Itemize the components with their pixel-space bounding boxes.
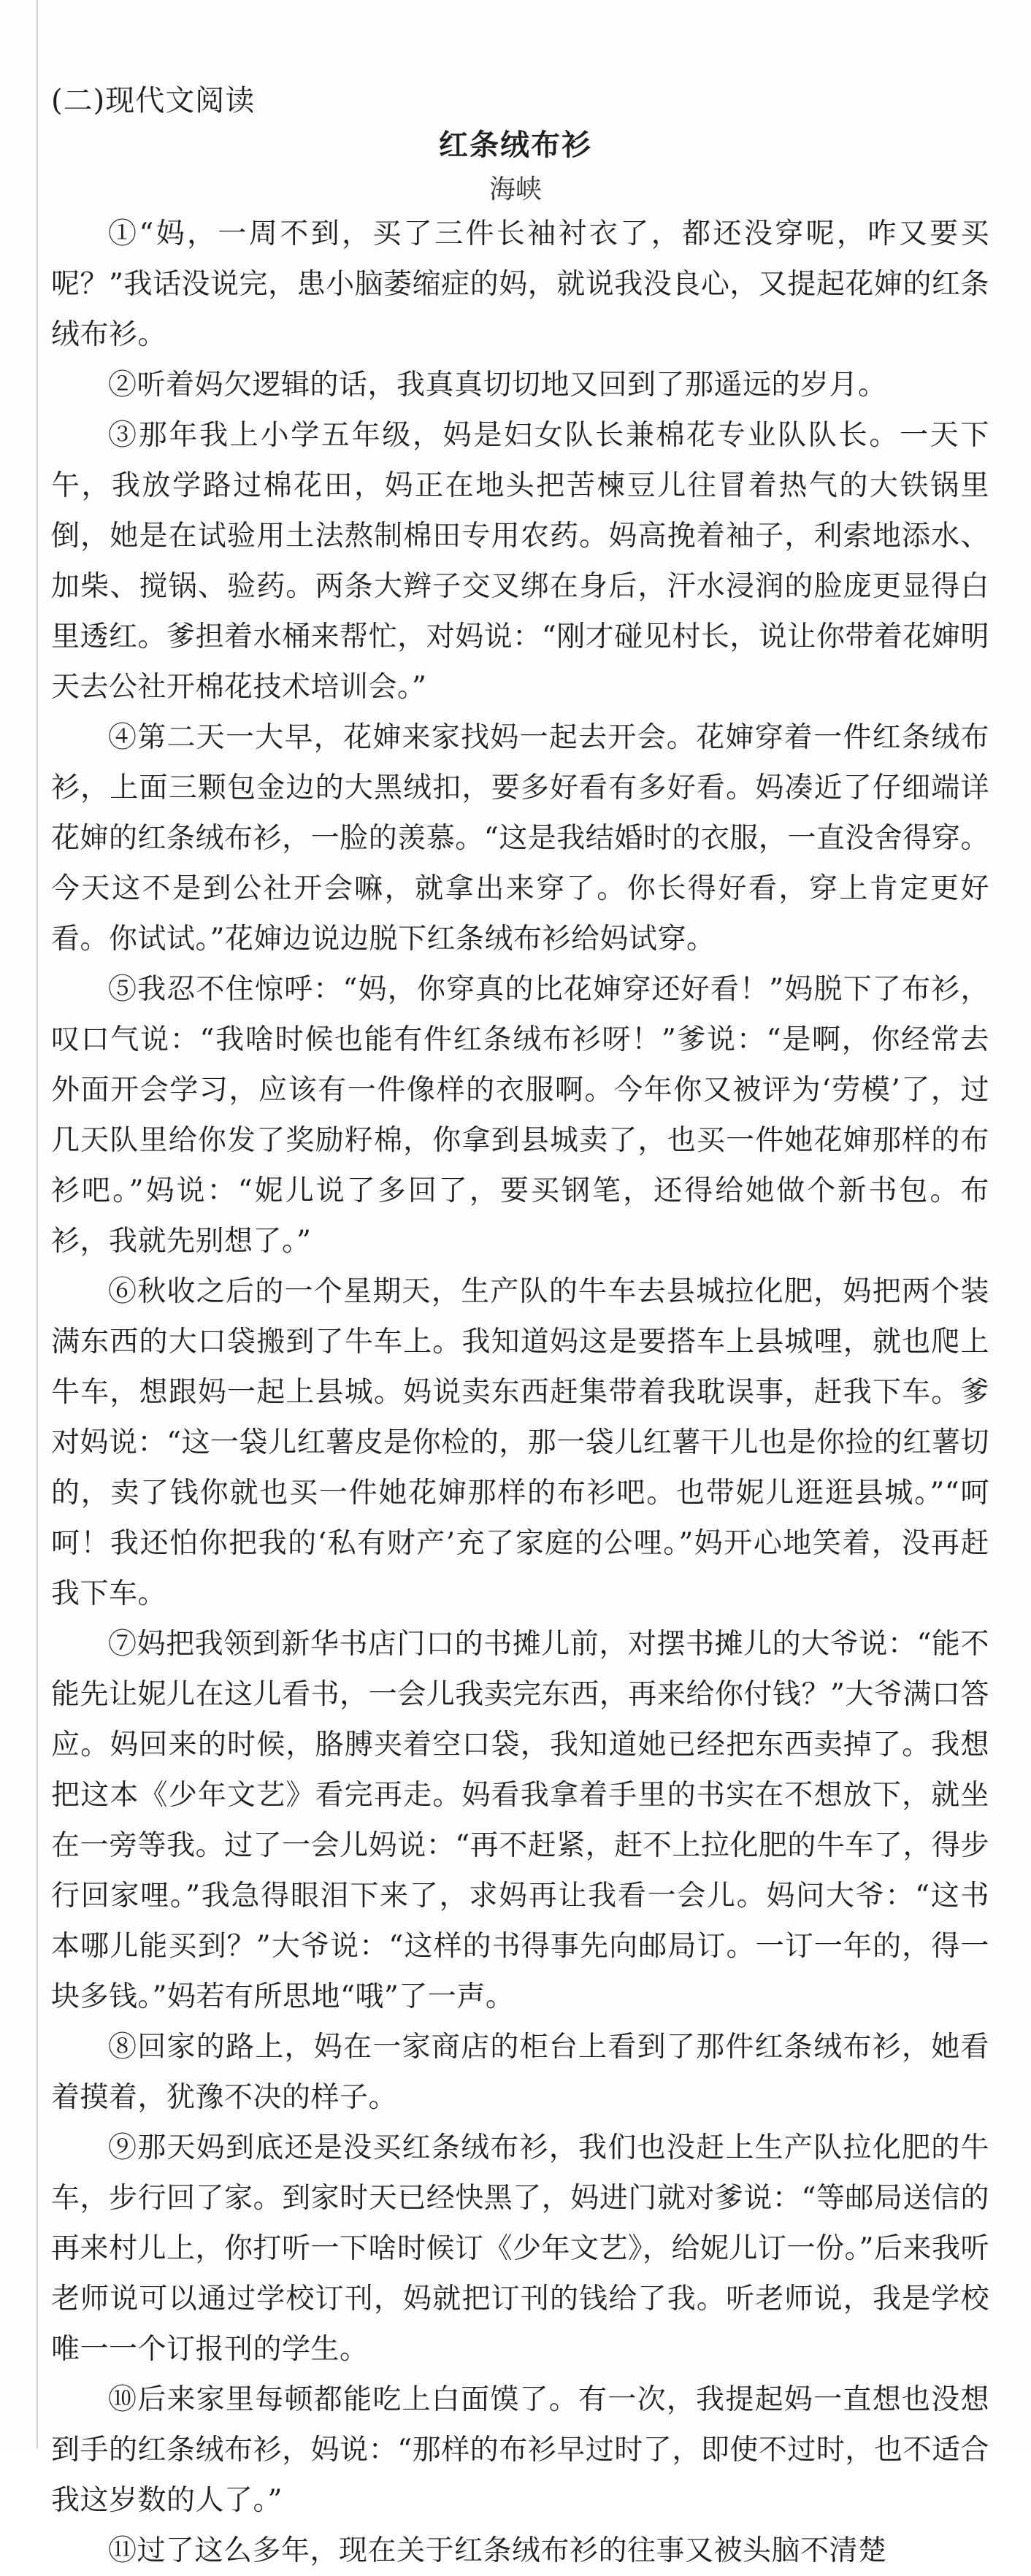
paragraph-4: ④第二天一大早，花婶来家找妈一起去开会。花婶穿着一件红条绒布衫，上面三颗包金边的大黑绒扣，要多好看有多好看。妈凑近了仔细端详花婶的红条绒布衫，一脸的羡慕。“这是我结婚时的衣服，一直没舍得穿。今天这不是到公社开会嘛，就拿出来穿了。你长得好看，穿上肯定更好看。你试试。”花婶边说边脱下红条绒布衫给妈试穿。	[51, 721, 989, 956]
paragraph-11: ⑪过了这么多年，现在关于红条绒布衫的往事又被头脑不清楚	[108, 2534, 887, 2567]
paragraph-7: ⑦妈把我领到新华书店门口的书摊儿前，对摆书摊儿的大爷说：“能不能先让妮儿在这儿看书，一会儿我卖完东西，再来给你付钱？”大爷满口答应。妈回来的时候，胳膊夹着空口袋，我知道她已经把东西卖掉了。我想把这本《少年文艺》看完再走。妈看我拿着手里的书实在不想放下，就坐在一旁等我。过了一会儿妈说：“再不赶紧，赶不上拉化肥的牛车了，得步行回家哩。”我急得眼泪下来了，求妈再让我看一会儿。妈问大爷：“这书本哪儿能买到？”大爷说：“这样的书得事先向邮局订。一订一年的，得一块多钱。”妈若有所思地“哦”了一声。	[51, 1628, 989, 2013]
paragraph-10: ⑩后来家里每顿都能吃上白面馍了。有一次，我提起妈一直想也没想到手的红条绒布衫，妈说：“那样的布衫早过时了，即使不过时，也不适合我这岁数的人了。”	[51, 2383, 989, 2517]
paragraph-5: ⑤我忍不住惊呼：“妈，你穿真的比花婶穿还好看！”妈脱下了布衫，叹口气说：“我啥时候也能有件红条绒布衫呀！”爹说：“是啊，你经常去外面开会学习，应该有一件像样的衣服啊。今年你又被评为‘劳模’了，过几天队里给你发了奖励籽棉，你拿到县城卖了，也买一件她花婶那样的布衫吧。”妈说：“妮儿说了多回了，要买钢笔，还得给她做个新书包。布衫，我就先别想了。”	[51, 973, 989, 1258]
paragraph-2: ②听着妈欠逻辑的话，我真真切切地又回到了那遥远的岁月。	[108, 369, 887, 401]
paragraph-9: ⑨那天妈到底还是没买红条绒布衫，我们也没赶上生产队拉化肥的牛车，步行回了家。到家时天已经快黑了，妈进门就对爹说：“等邮局送信的再来村儿上，你打听一下啥时候订《少年文艺》，给妮儿订一份。”后来我听老师说可以通过学校订刊，妈就把订刊的钱给了我。听老师说，我是学校唯一一个订报刊的学生。	[51, 2131, 989, 2366]
paragraph-3: ③那年我上小学五年级，妈是妇女队长兼棉花专业队队长。一天下午，我放学路过棉花田，妈正在地头把苦楝豆儿往冒着热气的大铁锅里倒，她是在试验用土法熬制棉田专用农药。妈高挽着袖子，利索地添水、加柴、搅锅、验药。两条大辫子交叉绑在身后，汗水浸润的脸庞更显得白里透红。爹担着水桶来帮忙，对妈说：“刚才碰见村长，说让你带着花婶明天去公社开棉花技术培训会。”	[51, 419, 989, 704]
article-title: 红条绒布衫	[439, 128, 592, 162]
paragraph-1: ①“妈，一周不到，买了三件长袖衬衣了，都还没穿呢，咋又要买呢？”我话没说完，患小脑萎缩症的妈，就说我没良心，又提起花婶的红条绒布衫。	[51, 218, 989, 351]
article-body	[51, 209, 989, 2576]
article-author: 海峡	[488, 174, 542, 204]
section-title: (二)现代文阅读	[51, 84, 256, 118]
paragraph-8: ⑧回家的路上，妈在一家商店的柜台上看到了那件红条绒布衫，她看着摸着，犹豫不决的样子。	[51, 2031, 989, 2114]
left-margin-rule	[37, 0, 38, 2448]
paragraph-6: ⑥秋收之后的一个星期天，生产队的牛车去县城拉化肥，妈把两个装满东西的大口袋搬到了牛车上。我知道妈这是要搭车上县城哩，就也爬上牛车，想跟妈一起上县城。妈说卖东西赶集带着我耽误事，赶我下车。爹对妈说：“这一袋儿红薯皮是你检的，那一袋儿红薯干儿也是你捡的红薯切的，卖了钱你就也买一件她花婶那样的布衫吧。也带妮儿逛逛县城。”“呵呵！我还怕你把我的‘私有财产’充了家庭的公哩。”妈开心地笑着，没再赶我下车。	[51, 1275, 989, 1610]
